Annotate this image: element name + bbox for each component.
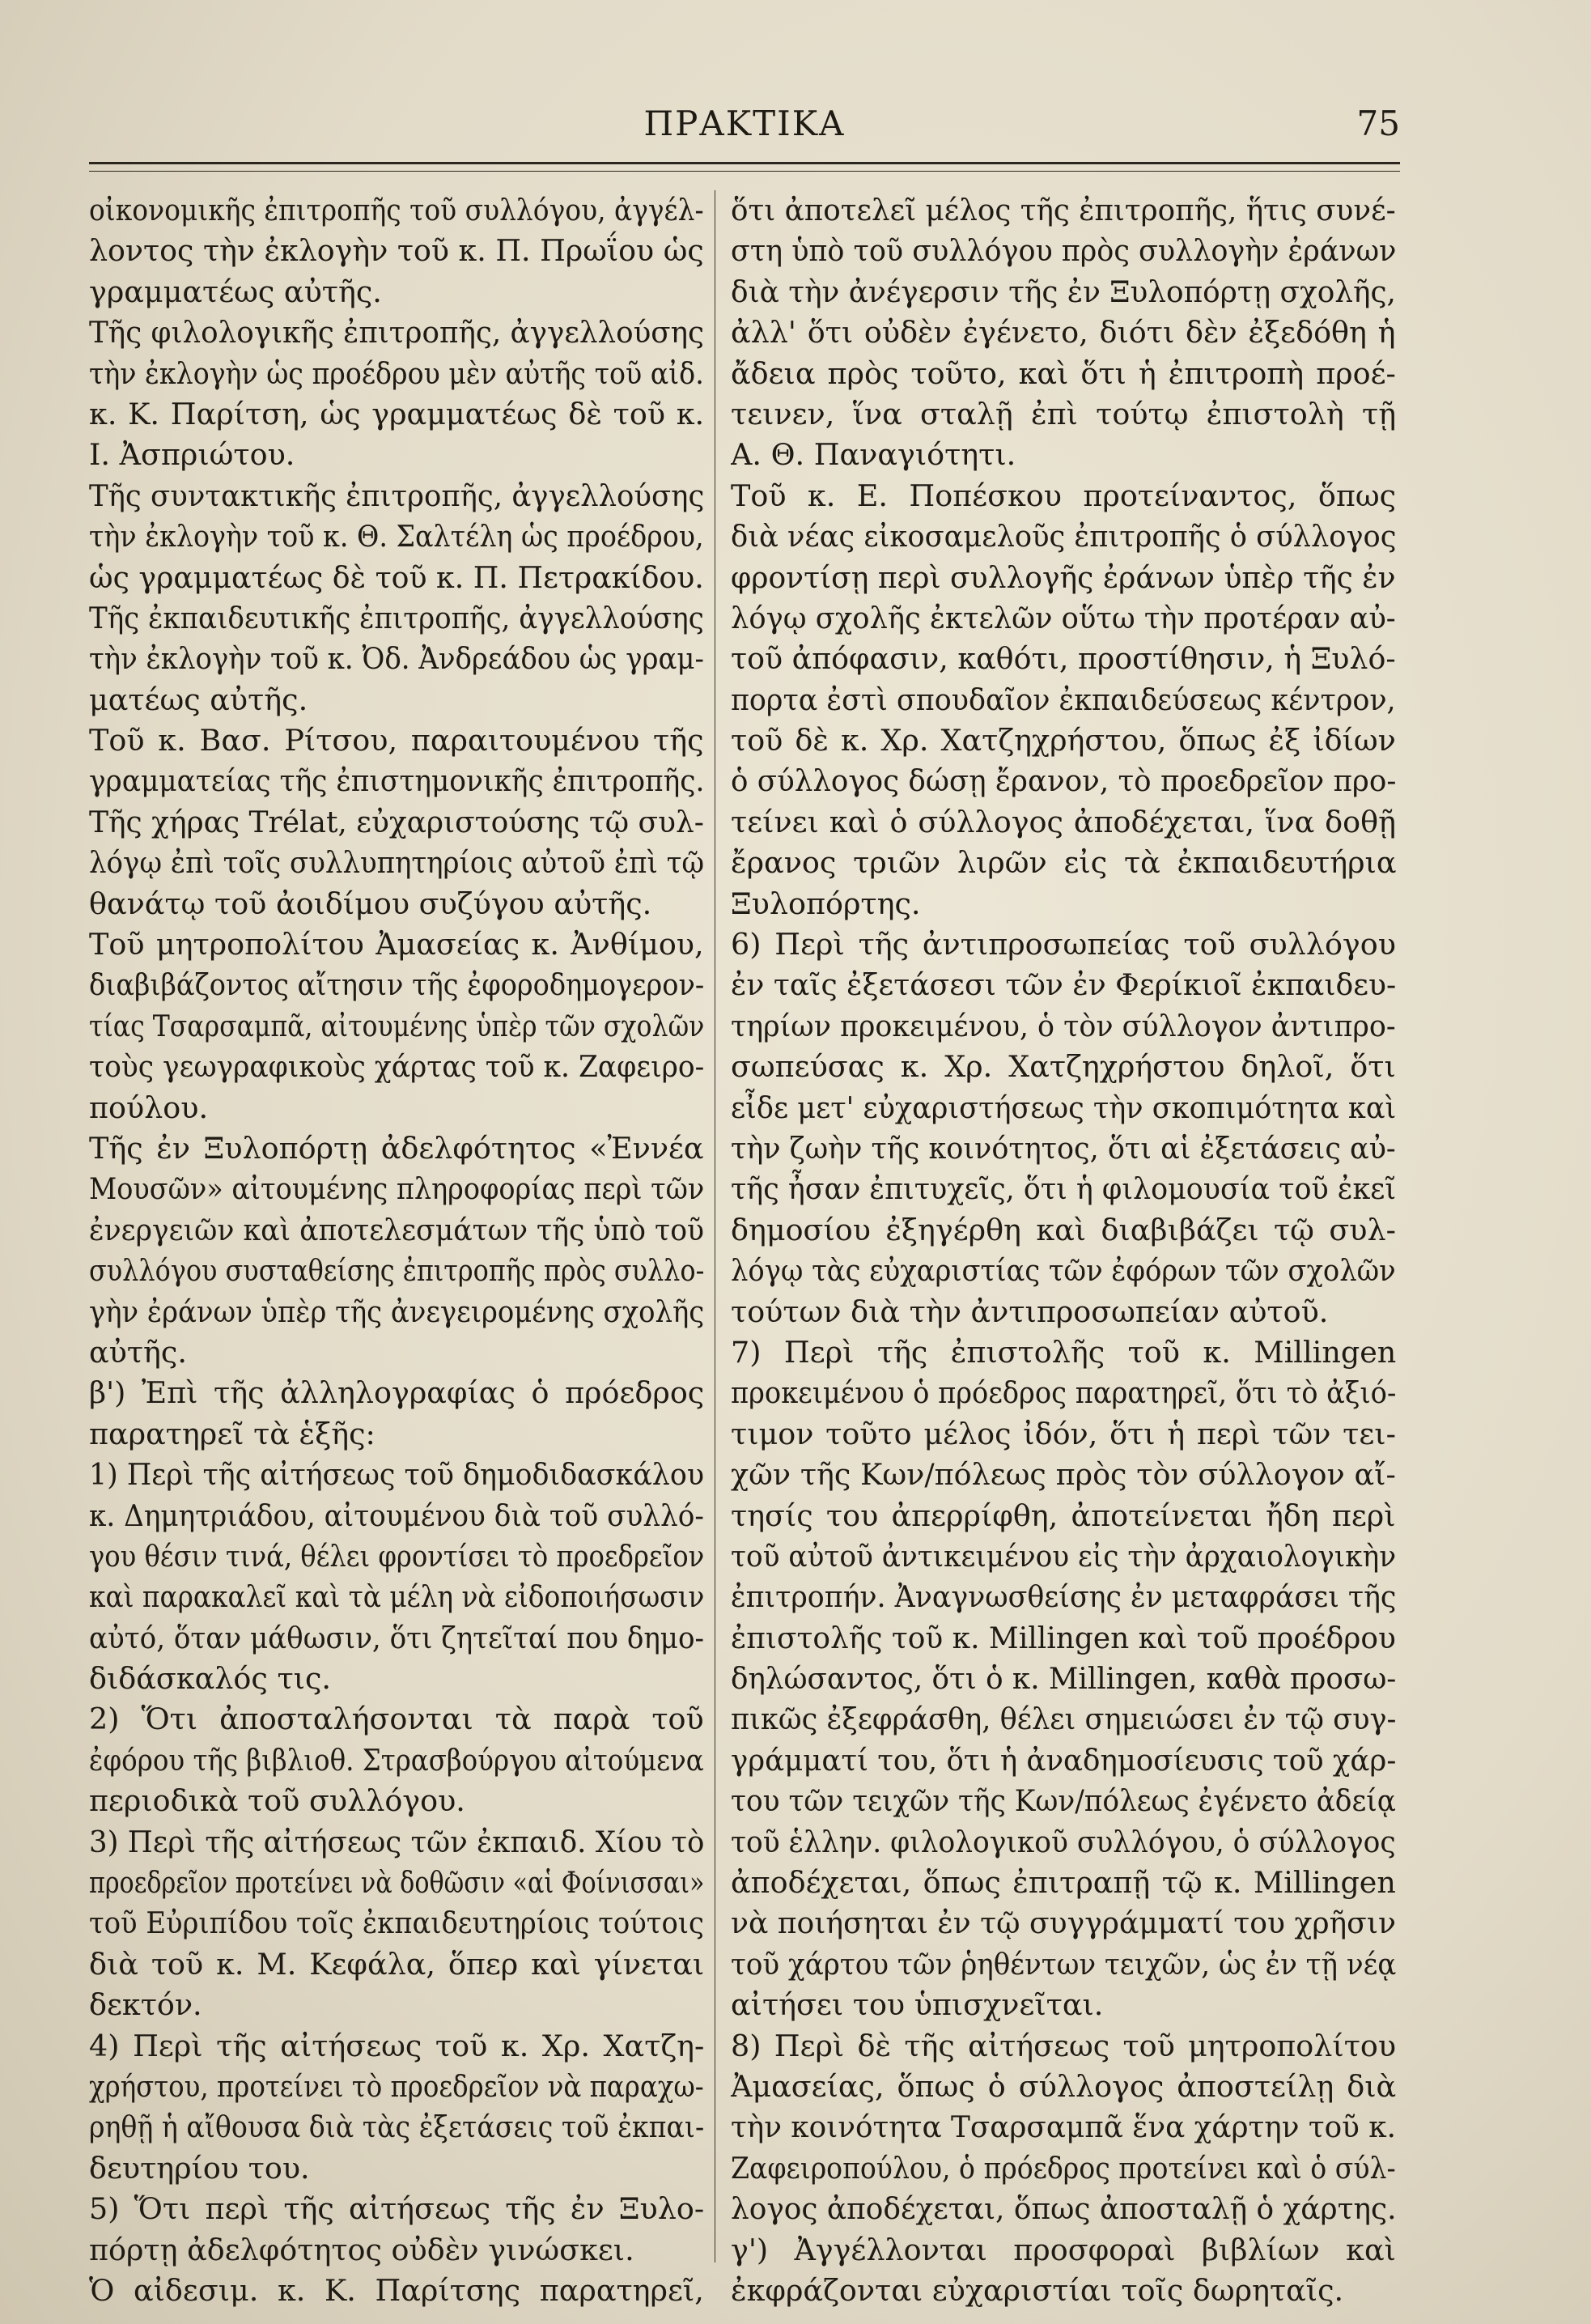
text-line: 8) Περὶ δὲ τῆς αἰτήσεως τοῦ μητροπολίτου: [731, 2028, 1396, 2063]
text-line: διαβιβάζοντος αἴτησιν τῆς ἐφοροδημογερον-: [89, 967, 705, 1003]
text-line: αὐτῆς.: [89, 1334, 187, 1370]
running-title: ΠΡΑΚΤΙΚΑ: [643, 104, 846, 143]
text-line: τείνει καὶ ὁ σύλλογος ἀποδέχεται, ἵνα δοθῇ: [731, 804, 1396, 839]
text-line: διὰ τοῦ κ. Μ. Κεφάλα, ὅπερ καὶ γίνεται: [89, 1946, 704, 1982]
text-line: 2) Ὅτι ἀποσταλήσονται τὰ παρὰ τοῦ: [89, 1702, 704, 1737]
text-line: προκειμένου ὁ πρόεδρος παρατηρεῖ, ὅτι τὸ ἀξιό-: [731, 1375, 1397, 1411]
text-line: τὴν ἐκλογὴν ὡς προέδρου μὲν αὐτῆς τοῦ αἰδ.: [89, 355, 704, 391]
text-line: διδάσκαλός τις.: [89, 1661, 331, 1697]
text-line: Τῆς χήρας Trélat, εὐχαριστούσης τῷ συλ-: [89, 804, 704, 839]
text-line: τιμον τοῦτο μέλος ἰδόν, ὅτι ἡ περὶ τῶν τει-: [731, 1416, 1396, 1451]
text-line: ἐν ταῖς ἐξετάσεσι τῶν ἐν Φερίκιοῖ ἐκπαιδευ-: [731, 967, 1397, 1003]
text-line: στη ὑπὸ τοῦ συλλόγου πρὸς συλλογὴν ἐράνων: [731, 233, 1396, 269]
text-line: δεκτόν.: [89, 1987, 202, 2023]
text-line: γράμματί του, ὅτι ἡ ἀναδημοσίευσις τοῦ χάρ-: [731, 1742, 1396, 1778]
text-line: τὴν ἐκλογὴν τοῦ κ. Ὀδ. Ἀνδρεάδου ὡς γραμ-: [89, 641, 704, 677]
text-line: λόγῳ σχολῆς ἐκτελῶν οὕτω τὴν προτέραν αὐ-: [731, 600, 1396, 635]
text-line: 3) Περὶ τῆς αἰτήσεως τῶν ἐκπαιδ. Χίου τὸ: [89, 1824, 705, 1859]
text-line: ἄδεια πρὸς τοῦτο, καὶ ὅτι ἡ ἐπιτροπὴ προέ-: [731, 355, 1396, 391]
text-line: τοῦ Εὐριπίδου τοῖς ἐκπαιδευτηρίοις τούτοις: [89, 1906, 704, 1941]
text-line: αἰτήσει του ὑπισχνεῖται.: [731, 1987, 1104, 2023]
text-line: χῶν τῆς Κων/πόλεως πρὸς τὸν σύλλογον αἴ-: [731, 1457, 1396, 1493]
text-line: ἐπιστολῆς τοῦ κ. Millingen καὶ τοῦ προέδρου: [731, 1620, 1396, 1655]
text-line: εἶδε μετ' εὐχαριστήσεως τὴν σκοπιμότητα καὶ: [731, 1090, 1397, 1125]
text-line: τὴν ἐκλογὴν τοῦ κ. Θ. Σαλτέλη ὡς προέδρου,: [89, 519, 704, 554]
text-line: δημοσίου ἐξηγέρθη καὶ διαβιβάζει τῷ συλ-: [731, 1212, 1396, 1247]
text-line: Ἀμασείας, ὅπως ὁ σύλλογος ἀποστείλῃ διὰ: [731, 2068, 1396, 2104]
text-line: τοῦ ἑλλην. φιλολογικοῦ συλλόγου, ὁ σύλλογος: [731, 1824, 1396, 1859]
text-line: τῆς ἦσαν ἐπιτυχεῖς, ὅτι ἡ φιλομουσία τοῦ ἐκεῖ: [731, 1171, 1396, 1207]
text-line: πορτα ἐστὶ σπουδαῖον ἐκπαιδεύσεως κέντρον,: [731, 682, 1396, 717]
text-line: ματέως αὐτῆς.: [89, 682, 308, 717]
text-line: τοὺς γεωγραφικοὺς χάρτας τοῦ κ. Ζαφειρο-: [89, 1049, 705, 1085]
text-line: τούτων διὰ τὴν ἀντιπροσωπείαν αὐτοῦ.: [731, 1294, 1329, 1329]
text-line: ὁ σύλλογος δώσῃ ἔρανον, τὸ προεδρεῖον προ-: [731, 763, 1396, 799]
text-line: περιοδικὰ τοῦ συλλόγου.: [89, 1783, 465, 1819]
text-line: τησίς του ἀπερρίφθη, ἀποτείνεται ἤδη περὶ: [731, 1498, 1396, 1533]
right-column: [731, 190, 1396, 2311]
text-line: γου θέσιν τινά, θέλει φροντίσει τὸ προεδρεῖον: [89, 1538, 705, 1574]
text-line: ἐφόρου τῆς βιβλιοθ. Στρασβούργου αἰτούμενα: [89, 1742, 704, 1778]
running-header: [89, 104, 1400, 152]
text-line: αὐτό, ὅταν μάθωσιν, ὅτι ζητεῖταί που δημο-: [89, 1620, 704, 1655]
text-line: παρατηρεῖ τὰ ἑξῆς:: [89, 1416, 375, 1451]
text-line: γ') Ἀγγέλλονται προσφοραὶ βιβλίων καὶ: [731, 2232, 1396, 2267]
text-line: πόρτῃ ἀδελφότητος οὐδὲν γινώσκει.: [89, 2232, 634, 2267]
text-line: ἐπιτροπήν. Ἀναγνωσθείσης ἐν μεταφράσει τῆς: [731, 1579, 1397, 1615]
text-line: Μουσῶν» αἰτουμένης πληροφορίας περὶ τῶν: [89, 1171, 705, 1207]
text-line: τίας Τσαρσαμπᾶ, αἰτουμένης ὑπὲρ τῶν σχολῶν: [89, 1008, 704, 1043]
text-line: τεινεν, ἵνα σταλῇ ἐπὶ τούτῳ ἐπιστολὴ τῇ: [731, 396, 1396, 431]
text-line: ρηθῇ ἡ αἴθουσα διὰ τὰς ἐξετάσεις τοῦ ἐκπαι-: [89, 2109, 705, 2145]
text-line: Τοῦ κ. Βασ. Ρίτσου, παραιτουμένου τῆς: [89, 723, 704, 758]
text-line: ὅτι ἀποτελεῖ μέλος τῆς ἐπιτροπῆς, ἥτις συνέ-: [731, 193, 1396, 227]
text-line: τοῦ χάρτου τῶν ῥηθέντων τειχῶν, ὡς ἐν τῇ νέᾳ: [731, 1946, 1397, 1982]
text-line: 5) Ὅτι περὶ τῆς αἰτήσεως τῆς ἐν Ξυλο-: [89, 2191, 704, 2227]
text-line: Τῆς ἐκπαιδευτικῆς ἐπιτροπῆς, ἀγγελλούσης: [89, 600, 704, 635]
text-line: τὴν κοινότητα Τσαρσαμπᾶ ἕνα χάρτην τοῦ κ.: [731, 2109, 1396, 2145]
left-column: [89, 190, 704, 2311]
text-line: λογος ἀποδέχεται, ὅπως ἀποσταλῇ ὁ χάρτης.: [731, 2191, 1397, 2227]
text-line: τὴν ζωὴν τῆς κοινότητος, ὅτι αἱ ἐξετάσεις αὐ-: [731, 1130, 1396, 1166]
text-line: οἰκονομικῆς ἐπιτροπῆς τοῦ συλλόγου, ἀγγέλ-: [89, 193, 704, 227]
text-line: Τοῦ κ. Ε. Ποπέσκου προτείναντος, ὅπως: [731, 478, 1396, 513]
text-line: φροντίσῃ περὶ συλλογῆς ἐράνων ὑπὲρ τῆς ἐν: [731, 559, 1396, 595]
text-line: β') Ἐπὶ τῆς ἀλληλογραφίας ὁ πρόεδρος: [89, 1375, 704, 1411]
text-line: δευτηρίου του.: [89, 2150, 310, 2186]
text-line: του τῶν τειχῶν τῆς Κων/πόλεως ἐγένετο ἀδείᾳ: [731, 1783, 1396, 1819]
text-line: 7) Περὶ τῆς ἐπιστολῆς τοῦ κ. Millingen: [731, 1334, 1396, 1370]
text-line: λόγῳ ἐπὶ τοῖς συλλυπητηρίοις αὐτοῦ ἐπὶ τῷ: [89, 845, 705, 881]
text-line: προεδρεῖον προτείνει νὰ δοθῶσιν «αἱ Φοίνισσαι»: [89, 1865, 705, 1901]
text-line: ἀλλ' ὅτι οὐδὲν ἐγένετο, διότι δὲν ἐξεδόθη ἡ: [731, 315, 1396, 351]
text-line: τηρίων προκειμένου, ὁ τὸν σύλλογον ἀντιπρο-: [731, 1008, 1396, 1043]
text-line: θανάτῳ τοῦ ἀοιδίμου συζύγου αὐτῆς.: [89, 886, 652, 921]
text-line: τοῦ ἀπόφασιν, καθότι, προστίθησιν, ἡ Ξυλό-: [731, 641, 1396, 677]
text-line: Ι. Ἀσπριώτου.: [89, 437, 295, 473]
text-line: Α. Θ. Παναγιότητι.: [731, 437, 1016, 473]
text-line: σωπεύσας κ. Χρ. Χατζηχρήστου δηλοῖ, ὅτι: [731, 1049, 1396, 1085]
text-line: γὴν ἐράνων ὑπὲρ τῆς ἀνεγειρομένης σχολῆς: [89, 1294, 705, 1329]
text-line: καὶ παρακαλεῖ καὶ τὰ μέλη νὰ εἰδοποιήσωσιν: [89, 1579, 704, 1615]
text-line: Τοῦ μητροπολίτου Ἀμασείας κ. Ἀνθίμου,: [89, 927, 704, 962]
text-line: πούλου.: [89, 1090, 209, 1125]
text-line: διὰ νέας εἰκοσαμελοῦς ἐπιτροπῆς ὁ σύλλογος: [731, 519, 1397, 554]
text-line: διὰ τὴν ἀνέγερσιν τῆς ἐν Ξυλοπόρτῃ σχολῆς,: [731, 274, 1396, 309]
text-line: πικῶς ἐξεφράσθη, θέλει σημειώσει ἐν τῷ συγ-: [731, 1702, 1397, 1737]
text-line: λοντος τὴν ἐκλογὴν τοῦ κ. Π. Πρωΐου ὡς: [89, 233, 704, 269]
text-line: Τῆς συντακτικῆς ἐπιτροπῆς, ἀγγελλούσης: [89, 478, 705, 513]
text-line: γραμματέως αὐτῆς.: [89, 274, 382, 309]
text-line: ἐκφράζονται εὐχαριστίαι τοῖς δωρηταῖς.: [731, 2272, 1344, 2308]
text-line: ἐνεργειῶν καὶ ἀποτελεσμάτων τῆς ὑπὸ τοῦ: [89, 1212, 704, 1247]
text-line: 1) Περὶ τῆς αἰτήσεως τοῦ δημοδιδασκάλου: [89, 1457, 705, 1493]
text-line: ὡς γραμματέως δὲ τοῦ κ. Π. Πετρακίδου.: [89, 559, 704, 595]
text-line: Ζαφειροπούλου, ὁ πρόεδρος προτείνει καὶ ὁ σύλ-: [731, 2150, 1396, 2186]
text-line: τοῦ δὲ κ. Χρ. Χατζηχρήστου, ὅπως ἐξ ἰδίων: [731, 723, 1396, 758]
text-line: χρήστου, προτείνει τὸ προεδρεῖον νὰ παραχω-: [89, 2068, 704, 2104]
page-number: 75: [1356, 104, 1400, 143]
text-line: 6) Περὶ τῆς ἀντιπροσωπείας τοῦ συλλόγου: [731, 927, 1396, 962]
text-line: συλλόγου συσταθείσης ἐπιτροπῆς πρὸς συλλο-: [89, 1253, 705, 1289]
text-line: Τῆς ἐν Ξυλοπόρτῃ ἀδελφότητος «Ἐννέα: [89, 1130, 704, 1166]
text-line: νὰ ποιήσηται ἐν τῷ συγγράμματί του χρῆσιν: [731, 1906, 1396, 1941]
text-line: λόγῳ τὰς εὐχαριστίας τῶν ἐφόρων τῶν σχολῶν: [731, 1253, 1396, 1289]
header-rule: [89, 162, 1400, 172]
text-line: Ὁ αἰδεσιμ. κ. Κ. Παρίτσης παρατηρεῖ,: [89, 2272, 704, 2308]
text-line: δηλώσαντος, ὅτι ὁ κ. Millingen, καθὰ προσω-: [731, 1661, 1396, 1697]
text-line: τοῦ αὐτοῦ ἀντικειμένου εἰς τὴν ἀρχαιολογικὴν: [731, 1538, 1396, 1574]
text-line: ἔρανος τριῶν λιρῶν εἰς τὰ ἐκπαιδευτήρια: [731, 845, 1396, 881]
text-line: γραμματείας τῆς ἐπιστημονικῆς ἐπιτροπῆς.: [89, 763, 705, 799]
text-line: Τῆς φιλολογικῆς ἐπιτροπῆς, ἀγγελλούσης: [89, 315, 704, 351]
text-line: κ. Κ. Παρίτση, ὡς γραμματέως δὲ τοῦ κ.: [89, 396, 704, 431]
text-line: ἀποδέχεται, ὅπως ἐπιτραπῇ τῷ κ. Millingen: [731, 1865, 1396, 1901]
text-line: 4) Περὶ τῆς αἰτήσεως τοῦ κ. Χρ. Χατζη-: [89, 2028, 704, 2063]
text-line: κ. Δημητριάδου, αἰτουμένου διὰ τοῦ συλλό-: [89, 1498, 704, 1533]
text-line: Ξυλοπόρτης.: [731, 886, 921, 921]
